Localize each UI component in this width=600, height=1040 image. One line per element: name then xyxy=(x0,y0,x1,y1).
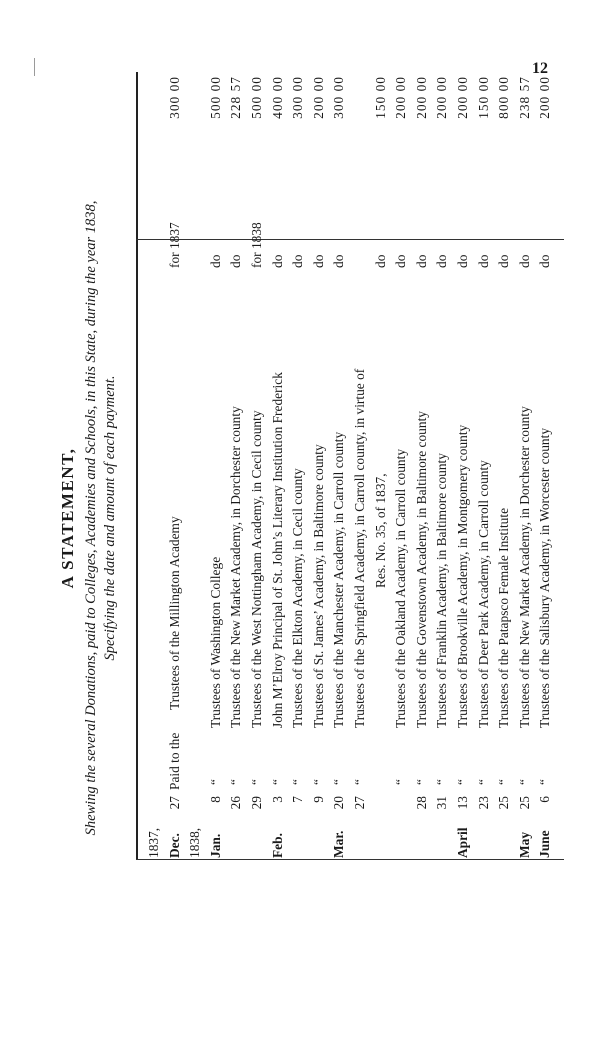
ditto-mark: “ xyxy=(290,779,306,785)
table-row xyxy=(350,48,370,988)
year-reference: for 1837 xyxy=(166,222,182,268)
year-row xyxy=(144,48,164,988)
payee: Trustees of St. James’ Academy, in Baltimore county xyxy=(310,444,326,728)
month: Mar. xyxy=(331,830,347,858)
day: 31 xyxy=(434,796,450,810)
day: 23 xyxy=(475,796,491,810)
table-top-rule xyxy=(136,72,138,860)
day: 7 xyxy=(290,796,306,803)
payee: Trustees of the Manchester Academy, in Carroll county xyxy=(331,431,347,728)
statement-subtitle: Shewing the several Donations, paid to Colleges, Academies and Schools, in this State, during the year 1838, xyxy=(83,200,99,836)
table-row xyxy=(329,48,349,988)
month: Jan. xyxy=(207,833,223,858)
table-row xyxy=(453,48,473,988)
day: 13 xyxy=(455,796,470,810)
table-row xyxy=(206,48,226,988)
payee: Trustees of the Elkton Academy, in Cecil county xyxy=(290,468,306,728)
ditto-mark: “ xyxy=(475,779,491,785)
month: April xyxy=(455,827,470,858)
payee: Trustees of the West Nottingham Academy, in Cecil county xyxy=(249,410,264,728)
amount: 800 00 xyxy=(496,76,512,119)
year-reference: do xyxy=(207,254,223,268)
statement-subtitle-2: Specifying the date and amount of each payment. xyxy=(102,375,118,661)
year-reference: do xyxy=(475,254,491,268)
table-row xyxy=(412,48,432,988)
amount: 200 00 xyxy=(537,76,553,119)
year-reference: do xyxy=(455,254,470,268)
table-row xyxy=(432,48,452,988)
year-reference: do xyxy=(496,254,512,268)
ditto-mark: “ xyxy=(249,779,264,785)
year-reference: do xyxy=(290,254,306,268)
ditto-mark: “ xyxy=(310,779,326,785)
amount: 200 00 xyxy=(455,76,470,119)
payee: Trustees of Brookville Academy, in Montgomery county xyxy=(455,424,470,728)
year-reference: do xyxy=(434,254,450,268)
month: May xyxy=(516,831,532,858)
day: 3 xyxy=(269,796,285,803)
day: 28 xyxy=(413,796,429,810)
amount: 238 57 xyxy=(516,76,532,119)
payee: Trustees of the Millington Academy xyxy=(166,516,182,710)
ditto-mark: “ xyxy=(516,779,532,785)
ditto-mark: “ xyxy=(352,779,367,785)
amount: 300 00 xyxy=(166,76,182,119)
day: 27 xyxy=(166,796,182,810)
statement-title: A STATEMENT, xyxy=(58,447,77,589)
day: 25 xyxy=(516,796,532,810)
year-label: 1838, xyxy=(187,827,203,858)
table-row xyxy=(371,48,391,988)
year-row xyxy=(185,48,205,988)
month: Feb. xyxy=(269,833,285,858)
ditto-mark: “ xyxy=(413,779,429,785)
table-row xyxy=(226,48,246,988)
payee: Trustees of Franklin Academy, in Baltimore county xyxy=(434,453,450,728)
day: 20 xyxy=(331,796,347,810)
amount: 500 00 xyxy=(249,76,264,119)
table-row xyxy=(268,48,288,988)
day: 26 xyxy=(228,796,244,810)
day: 6 xyxy=(537,796,553,803)
payee-continuation: Res. No. 35, of 1837, xyxy=(372,473,388,588)
amount: 300 00 xyxy=(331,76,347,119)
year-reference: do xyxy=(537,254,553,268)
year-reference: do xyxy=(269,254,285,268)
scan-mark xyxy=(34,58,35,76)
payee: John M’Elroy Principal of St. John’s Literary Institution Frederick xyxy=(269,372,285,728)
year-reference: do xyxy=(516,254,532,268)
amount: 300 00 xyxy=(290,76,306,119)
day: 9 xyxy=(310,796,326,803)
month: June xyxy=(537,830,553,858)
amount: 500 00 xyxy=(207,76,223,119)
year-reference: do xyxy=(331,254,347,268)
ditto-mark: “ xyxy=(434,779,450,785)
year-reference: do xyxy=(372,254,388,268)
ditto-mark: “ xyxy=(455,779,470,785)
amount: 200 00 xyxy=(413,76,429,119)
year-reference: for 1838 xyxy=(249,222,264,268)
table-row xyxy=(247,48,267,988)
payee: Trustees of the Govenstown Academy, in Baltimore county xyxy=(413,411,429,728)
year-label: 1837, xyxy=(146,827,161,858)
amount: 200 00 xyxy=(393,76,409,119)
amount: 200 00 xyxy=(434,76,450,119)
amount: 200 00 xyxy=(310,76,326,119)
table-row xyxy=(165,48,185,988)
payee: Trustees of the New Market Academy, in Dorchester county xyxy=(516,406,532,728)
ditto-mark: “ xyxy=(207,779,223,785)
table-row xyxy=(474,48,494,988)
payee: Trustees of the New Market Academy, in Dorchester county xyxy=(228,406,244,728)
payee: Trustees of the Salisbury Academy, in Worcester county xyxy=(537,427,553,728)
amount: 400 00 xyxy=(269,76,285,119)
year-reference: do xyxy=(413,254,429,268)
table-row xyxy=(391,48,411,988)
paid-to-prefix: Paid to the xyxy=(166,732,182,790)
ditto-mark: “ xyxy=(269,779,285,785)
amount: 150 00 xyxy=(475,76,491,119)
year-reference: do xyxy=(228,254,244,268)
page-number: 12 xyxy=(532,60,548,77)
payee: Trustees of Washington College xyxy=(207,556,223,728)
amount: 228 57 xyxy=(228,76,244,119)
ditto-mark: “ xyxy=(496,779,512,785)
table-row xyxy=(515,48,535,988)
table-row xyxy=(309,48,329,988)
table-row xyxy=(494,48,514,988)
payee: Trustees of the Oakland Academy, in Carroll county xyxy=(393,448,409,728)
table-row xyxy=(288,48,308,988)
payee: Trustees of the Springfield Academy, in Carroll county, in virtue of xyxy=(352,368,367,728)
ditto-mark: “ xyxy=(537,779,553,785)
amount: 150 00 xyxy=(372,76,388,119)
ditto-mark: “ xyxy=(331,779,347,785)
payee: Trustees of the Patapsco Female Institute xyxy=(496,507,512,728)
ditto-mark: “ xyxy=(393,779,409,785)
year-reference: do xyxy=(393,254,409,268)
day: 25 xyxy=(496,796,512,810)
year-reference: do xyxy=(310,254,326,268)
table-row xyxy=(535,48,555,988)
ditto-mark: “ xyxy=(228,779,244,785)
payee: Trustees of Deer Park Academy, in Carroll county xyxy=(475,460,491,728)
statement-sheet xyxy=(50,48,570,988)
day: 8 xyxy=(207,796,223,803)
day: 27 xyxy=(352,796,367,810)
month: Dec. xyxy=(166,833,182,858)
day: 29 xyxy=(249,796,264,810)
